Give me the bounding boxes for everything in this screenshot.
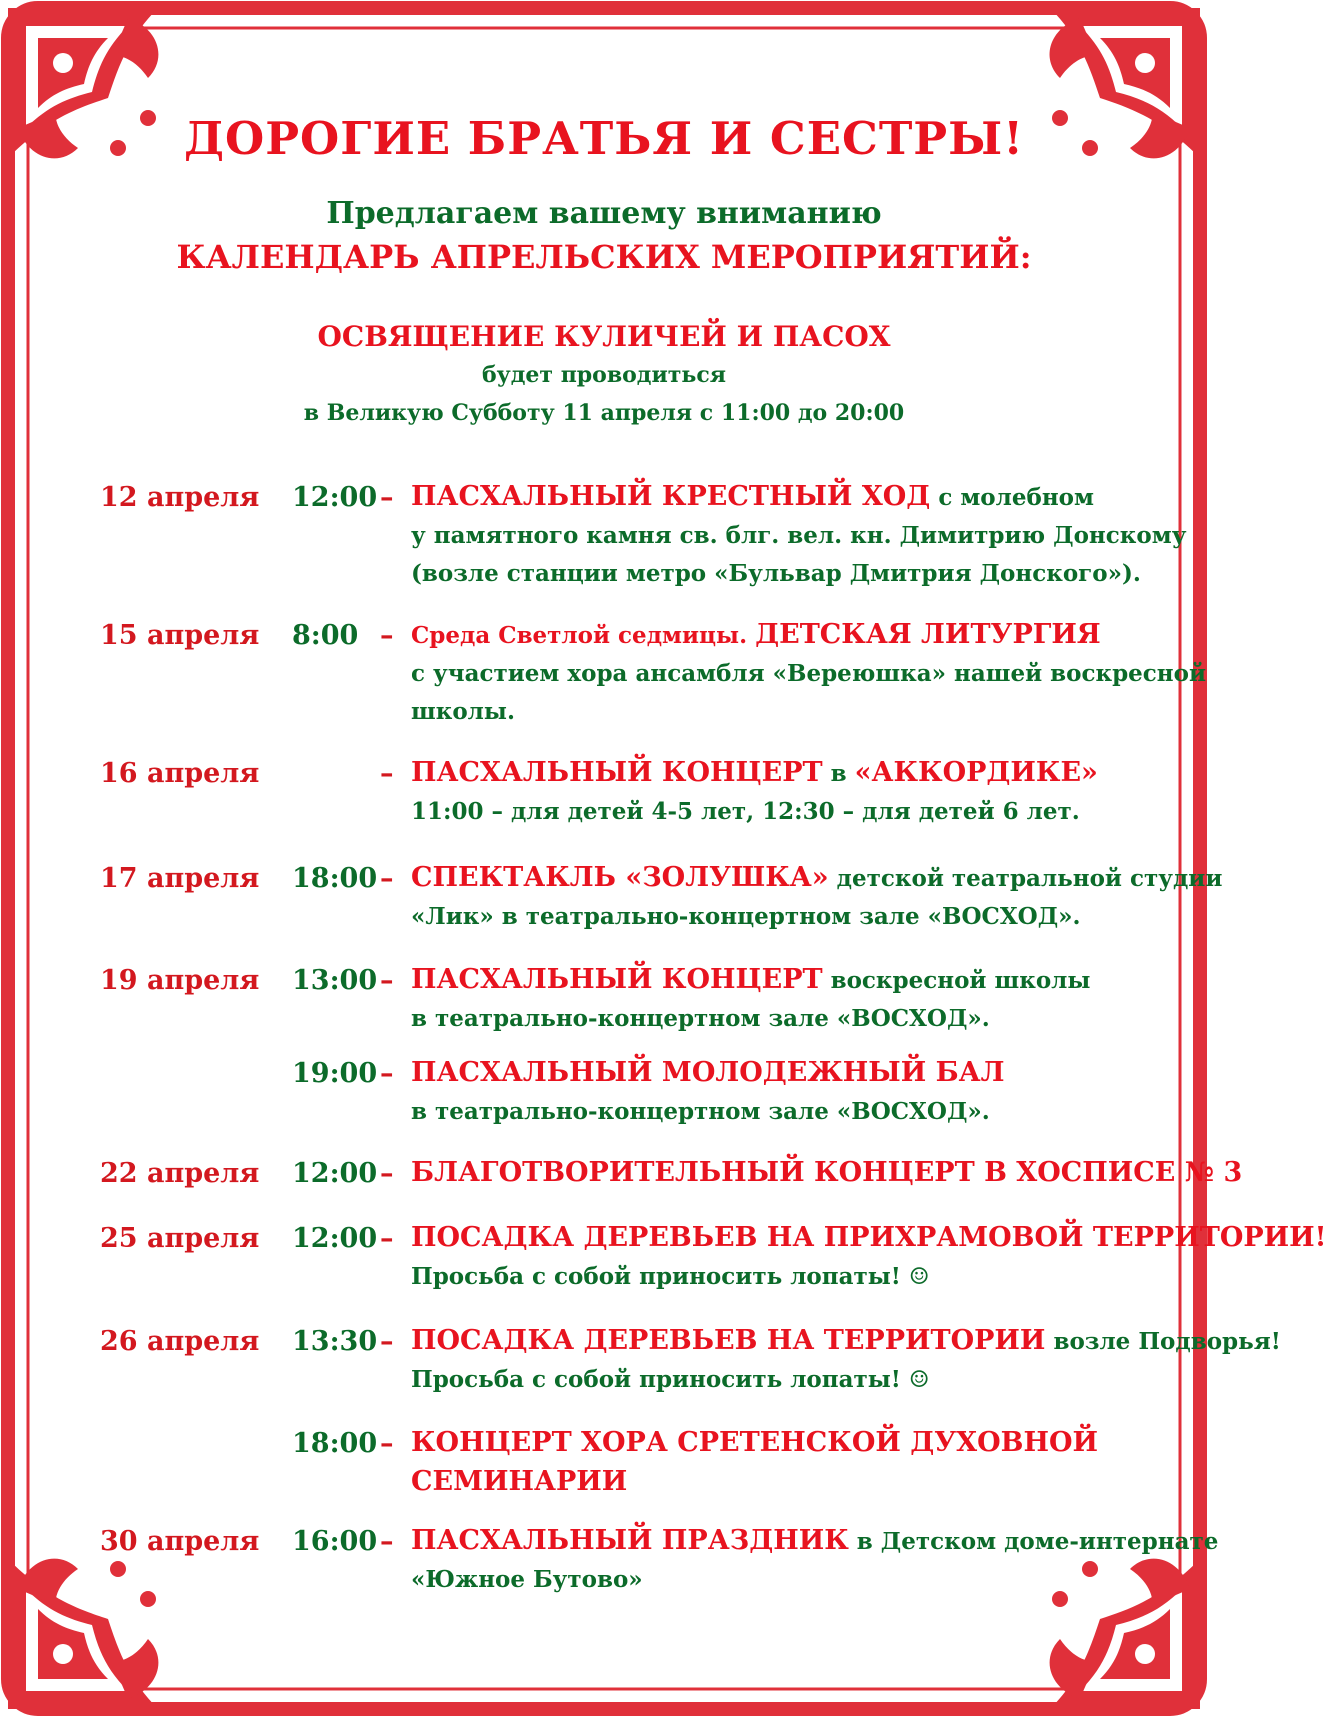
event-date: 15 апреля — [100, 620, 260, 651]
event-time: 8:00 — [292, 620, 359, 651]
event-date: 17 апреля — [100, 863, 260, 894]
page-title: ДОРОГИЕ БРАТЬЯ И СЕСТРЫ! — [184, 112, 1024, 165]
event-description — [411, 754, 1141, 831]
event-dash: – — [380, 482, 394, 513]
event-description — [411, 478, 1187, 593]
event-time: 18:00 — [292, 1428, 378, 1459]
event-date: 25 апреля — [100, 1223, 260, 1254]
event-detail: «Лик» в театрально-концертном зале «ВОСХОД». — [411, 903, 1081, 930]
event-title: СПЕКТАКЛЬ «ЗОЛУШКА» — [411, 862, 829, 893]
event-description — [411, 1322, 1281, 1399]
event-dash: – — [380, 965, 394, 996]
event-dash: – — [380, 863, 394, 894]
event-description — [411, 1154, 1243, 1193]
event-title: ПАСХАЛЬНЫЙ КОНЦЕРТ — [411, 757, 823, 788]
event-date: 19 апреля — [100, 965, 260, 996]
event-title: КОНЦЕРТ ХОРА СРЕТЕНСКОЙ ДУХОВНОЙ — [411, 1427, 1098, 1458]
event-detail: (возле станции метро «Бульвар Дмитрия Донского»). — [411, 560, 1141, 587]
event-description — [411, 616, 1207, 731]
event-dash: – — [380, 1158, 394, 1189]
event-prefix: Среда Светлой седмицы. — [411, 622, 756, 649]
event-note: детской театральной студии — [828, 865, 1223, 892]
event-date: 16 апреля — [100, 758, 260, 789]
blessing-heading: ОСВЯЩЕНИЕ КУЛИЧЕЙ И ПАСОХ — [317, 320, 891, 353]
event-dash: – — [380, 758, 394, 789]
event-detail: с участием хора ансамбля «Вереюшка» нашей воскресной — [411, 660, 1207, 687]
event-description — [411, 859, 1223, 936]
event-date: 26 апреля — [100, 1326, 260, 1357]
event-dash: – — [380, 620, 394, 651]
event-dash: – — [380, 1058, 394, 1089]
event-title: ПОСАДКА ДЕРЕВЬЕВ НА ПРИХРАМОВОЙ ТЕРРИТОРИИ! — [411, 1222, 1327, 1253]
event-detail: в театрально-концертном зале «ВОСХОД». — [411, 1005, 990, 1032]
intro-line: Предлагаем вашему вниманию — [326, 196, 882, 231]
event-date: 30 апреля — [100, 1526, 260, 1557]
event-title: ДЕТСКАЯ ЛИТУРГИЯ — [755, 619, 1101, 650]
event-title: БЛАГОТВОРИТЕЛЬНЫЙ КОНЦЕРТ В ХОСПИСЕ № 3 — [411, 1157, 1243, 1188]
event-detail: Просьба с собой приносить лопаты! ☺ — [411, 1366, 930, 1393]
event-dash: – — [380, 1223, 394, 1254]
event-title-cont: СЕМИНАРИИ — [411, 1466, 628, 1497]
blessing-text-1: будет проводиться — [481, 362, 727, 388]
event-dash: – — [380, 1428, 394, 1459]
blessing-text-2: в Великую Субботу 11 апреля с 11:00 до 20:00 — [303, 400, 905, 426]
event-dash: – — [380, 1326, 394, 1357]
event-detail: Просьба с собой приносить лопаты! ☺ — [411, 1263, 930, 1290]
event-time: 12:00 — [292, 1223, 378, 1254]
event-title: ПАСХАЛЬНЫЙ КРЕСТНЫЙ ХОД — [411, 481, 931, 512]
event-description — [411, 961, 1141, 1038]
event-note: в — [822, 760, 855, 787]
event-time: 12:00 — [292, 482, 378, 513]
event-time: 16:00 — [292, 1526, 378, 1557]
event-time: 12:00 — [292, 1158, 378, 1189]
event-time: 13:30 — [292, 1326, 378, 1357]
event-note: воскресной школы — [822, 967, 1091, 994]
event-description — [411, 1054, 1141, 1131]
event-detail: «Южное Бутово» — [411, 1566, 643, 1593]
event-time: 18:00 — [292, 863, 378, 894]
event-venue: «АККОРДИКЕ» — [854, 757, 1098, 788]
event-description — [411, 1424, 1141, 1502]
event-note: возле Подворья! — [1045, 1328, 1281, 1355]
event-description — [411, 1219, 1327, 1296]
event-title: ПАСХАЛЬНЫЙ МОЛОДЕЖНЫЙ БАЛ — [411, 1057, 1005, 1088]
event-note: в Детском доме-интернате — [848, 1528, 1219, 1555]
event-note: с молебном — [930, 484, 1094, 511]
event-time: 19:00 — [292, 1058, 378, 1089]
calendar-heading: КАЛЕНДАРЬ АПРЕЛЬСКИХ МЕРОПРИЯТИЙ: — [176, 238, 1032, 276]
event-detail: в театрально-концертном зале «ВОСХОД». — [411, 1098, 990, 1125]
event-description — [411, 1522, 1219, 1599]
event-title: ПАСХАЛЬНЫЙ КОНЦЕРТ — [411, 964, 823, 995]
event-detail: школы. — [411, 698, 515, 725]
event-date: 22 апреля — [100, 1158, 260, 1189]
event-title: ПОСАДКА ДЕРЕВЬЕВ НА ТЕРРИТОРИИ — [411, 1325, 1046, 1356]
event-dash: – — [380, 1526, 394, 1557]
event-detail: 11:00 – для детей 4-5 лет, 12:30 – для детей 6 лет. — [411, 798, 1080, 825]
event-date: 12 апреля — [100, 482, 260, 513]
event-title: ПАСХАЛЬНЫЙ ПРАЗДНИК — [411, 1525, 849, 1556]
event-detail: у памятного камня св. блг. вел. кн. Димитрию Донскому — [411, 522, 1187, 549]
event-time: 13:00 — [292, 965, 378, 996]
